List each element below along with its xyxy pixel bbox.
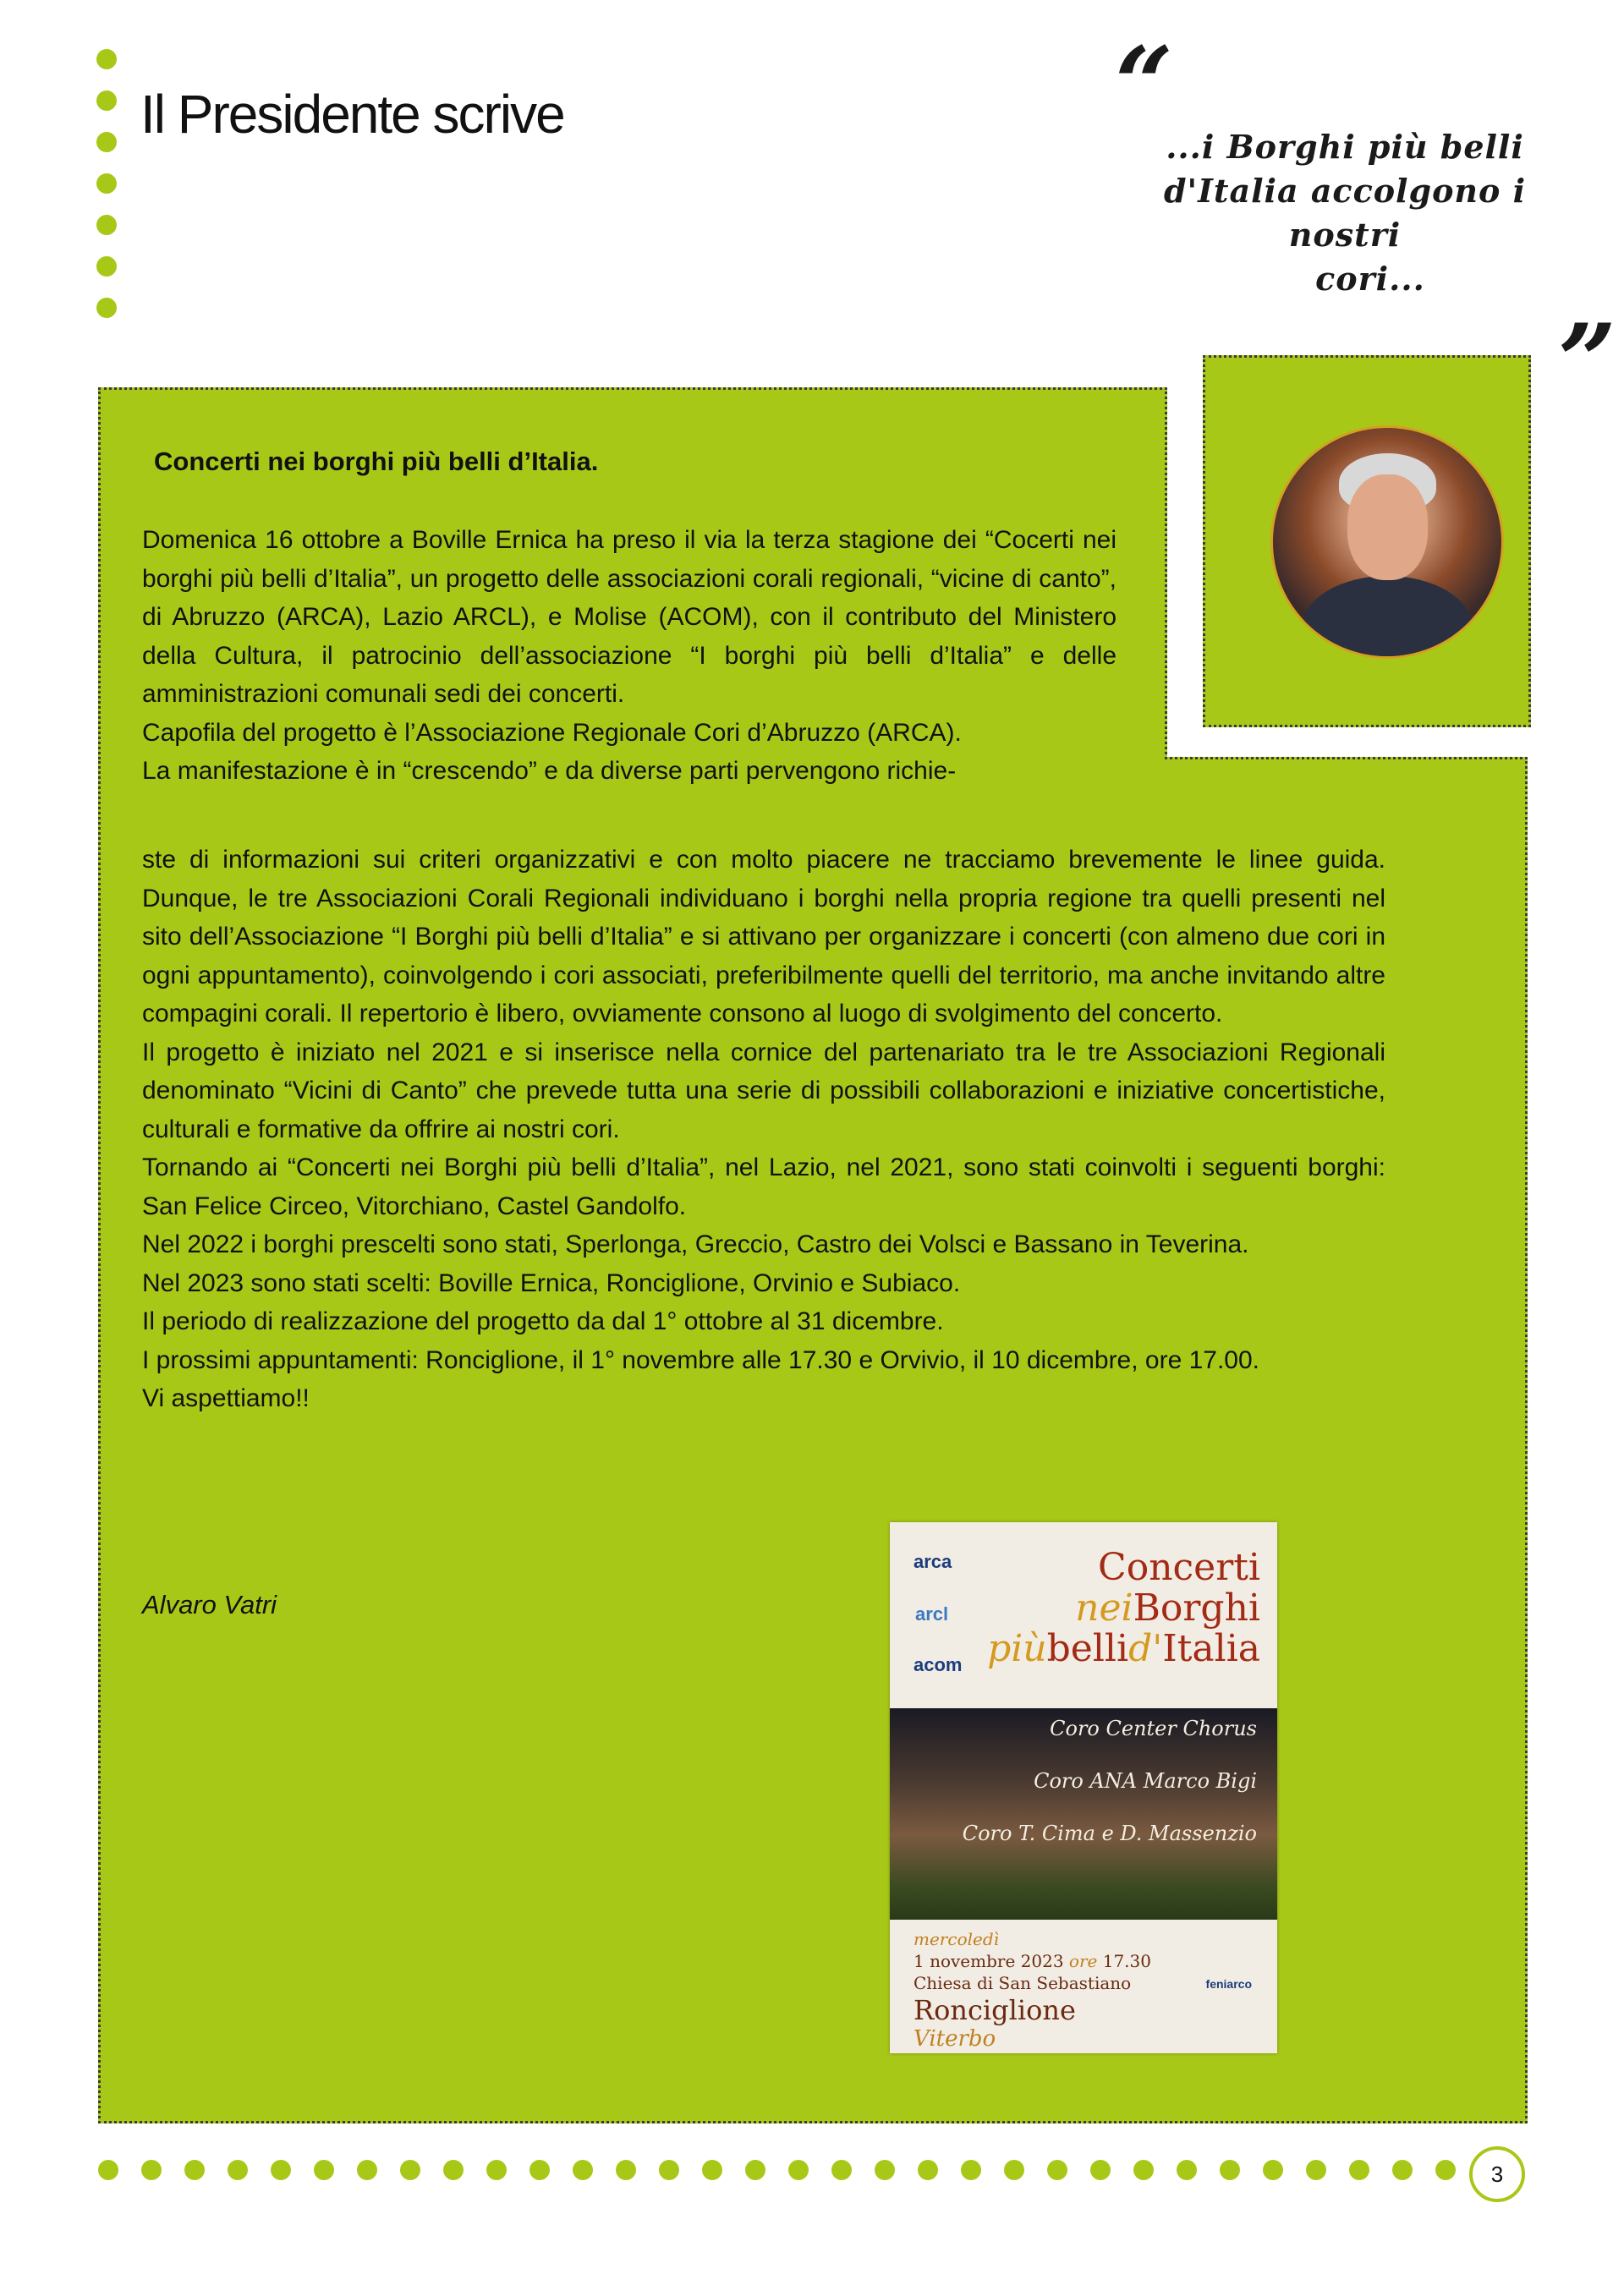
decor-dot: [745, 2160, 765, 2180]
author-photo-frame: [1203, 355, 1531, 727]
decor-dot: [573, 2160, 593, 2180]
article-paragraph: Nel 2023 sono stati scelti: Boville Ernica, Ronciglione, Orvinio e Subiaco.: [142, 1269, 961, 1297]
article-paragraph: Capofila del progetto è l’Associazione Regionale Cori d’Abruzzo (ARCA).: [142, 718, 962, 747]
decor-dot: [1306, 2160, 1326, 2180]
open-quote-mark: “: [1115, 25, 1174, 144]
poster-title-part: nei: [1075, 1586, 1133, 1630]
article-paragraph: ste di informazioni sui criteri organizzativi e con molto piacere ne tracciamo brevemente le linee guida. Dunque, le tre Associazioni Corali Regionali individuano i borghi nella propria regione tra quelli presenti nel sito dell’Associazione “I Borghi più belli d’Italia” e si attivano per organizzare i concerti (con almeno due cori in ogni appuntamento), coinvolgendo i cori associati, preferibilmente quelli del territorio, ma anche invitando altre compagini corali. Il repertorio è libero, ovviamente consono al luogo di svolgimento del concerto.: [142, 846, 1385, 1027]
poster-place: [914, 1996, 1076, 2053]
decor-dot: [96, 49, 117, 69]
decor-dot: [98, 2160, 118, 2180]
decor-dot: [1004, 2160, 1024, 2180]
poster-title-part: più: [987, 1627, 1047, 1670]
arcl-logo: arcl: [915, 1603, 949, 1625]
decor-dot: [141, 2160, 162, 2180]
article-paragraph: Vi aspettiamo!!: [142, 1384, 310, 1412]
poster-time-label: ore: [1068, 1951, 1098, 1971]
decor-dot: [96, 215, 117, 235]
article-paragraph: Domenica 16 ottobre a Boville Ernica ha preso il via la terza stagione dei “Cocerti nei borghi più belli d’Italia”, un progetto delle associazioni corali regionali, “vicine di canto”, di Abruzzo (ARCA), Lazio ARCL), e Molise (ACOM), con il contributo del Ministero della Cultura, il patrocinio dell’associazione “I borghi più belli d’Italia” e delle amministrazioni comunali sedi dei concerti.: [142, 526, 1116, 708]
decor-dot: [1349, 2160, 1369, 2180]
pull-quote-line: d'Italia accolgono i nostri: [1163, 172, 1527, 254]
poster-day: mercoledì: [914, 1929, 1000, 1949]
poster-title-part: belli: [1046, 1627, 1129, 1670]
decor-dot: [357, 2160, 377, 2180]
pull-quote: [1108, 125, 1582, 301]
decor-dot: [875, 2160, 895, 2180]
decor-dot: [788, 2160, 809, 2180]
decor-dot: [400, 2160, 420, 2180]
decor-dot: [1177, 2160, 1197, 2180]
article-panel-step: [1165, 757, 1528, 762]
decor-dot: [1090, 2160, 1111, 2180]
decor-dot: [961, 2160, 981, 2180]
decor-dot: [96, 132, 117, 152]
poster-town: Ronciglione: [914, 1994, 1076, 2026]
page-title: Il Presidente scrive: [140, 84, 564, 145]
decor-dot: [314, 2160, 334, 2180]
poster-title-line: Concerti: [1098, 1546, 1260, 1589]
article-body-top: [142, 521, 1116, 791]
decor-dot: [616, 2160, 636, 2180]
decor-dot: [96, 256, 117, 277]
article-body-bottom: [142, 841, 1385, 1418]
article-paragraph: Il progetto è iniziato nel 2021 e si inserisce nella cornice del partenariato tra le tre Associazioni Regionali denominato “Vicini di Canto” che prevede tutta una serie di possibili collaborazioni e iniziative concertistiche, culturali e formative da offrire ai nostri cori.: [142, 1038, 1385, 1143]
decor-dot: [702, 2160, 722, 2180]
article-paragraph: I prossimi appuntamenti: Ronciglione, il 1° novembre alle 17.30 e Orvivio, il 10 dicembre, ore 17.00.: [142, 1345, 1260, 1374]
poster-title: [987, 1548, 1260, 1669]
poster-title-part: d': [1128, 1627, 1163, 1670]
concert-poster: [890, 1522, 1277, 2053]
article-paragraph: Tornando ai “Concerti nei Borghi più belli d’Italia”, nel Lazio, nel 2021, sono stati coinvolti i seguenti borghi: San Felice Circeo, Vitorchiano, Castel Gandolfo.: [142, 1153, 1385, 1220]
poster-province: Viterbo: [914, 2026, 996, 2052]
poster-choir: Coro Center Chorus: [1050, 1717, 1257, 1740]
decor-dot: [1435, 2160, 1456, 2180]
poster-venue: Chiesa di San Sebastiano: [914, 1973, 1132, 1993]
pull-quote-line: cori...: [1315, 260, 1425, 298]
decor-dot: [96, 173, 117, 194]
pull-quote-line: ...i Borghi più belli: [1166, 128, 1524, 166]
decor-dot: [486, 2160, 507, 2180]
poster-date-text: 1 novembre 2023: [914, 1951, 1064, 1971]
decor-dot: [96, 298, 117, 318]
decor-dot: [271, 2160, 291, 2180]
decor-dot: [1220, 2160, 1240, 2180]
decor-dot: [529, 2160, 550, 2180]
article-paragraph: Il periodo di realizzazione del progetto da dal 1° ottobre al 31 dicembre.: [142, 1307, 944, 1335]
arca-logo: arca: [914, 1551, 952, 1572]
article-heading: Concerti nei borghi più belli d’Italia.: [154, 447, 599, 476]
poster-time: 17.30: [1102, 1951, 1151, 1971]
decor-dot: [1392, 2160, 1413, 2180]
author-signature: Alvaro Vatri: [142, 1590, 277, 1619]
author-portrait: [1270, 425, 1504, 659]
article-paragraph: Nel 2022 i borghi prescelti sono stati, Sperlonga, Greccio, Castro dei Volsci e Bassano in Teverina.: [142, 1230, 1249, 1258]
decor-dot: [96, 90, 117, 111]
page-number: 3: [1469, 2146, 1525, 2202]
decor-dot: [831, 2160, 852, 2180]
decor-dot: [659, 2160, 679, 2180]
feniarco-logo: feniarco: [1205, 1977, 1252, 1991]
decor-dot: [443, 2160, 464, 2180]
decor-dot: [918, 2160, 938, 2180]
poster-date: [914, 1928, 1151, 1994]
poster-choir: Coro T. Cima e D. Massenzio: [962, 1822, 1257, 1845]
poster-title-part: Borghi: [1133, 1586, 1260, 1630]
acom-logo: acom: [914, 1654, 963, 1675]
decor-dot: [1263, 2160, 1283, 2180]
decor-dot: [228, 2160, 248, 2180]
decor-dot: [1133, 2160, 1154, 2180]
decor-dot: [1047, 2160, 1067, 2180]
poster-title-part: Italia: [1162, 1627, 1260, 1670]
article-paragraph: La manifestazione è in “crescendo” e da diverse parti pervengono richie-: [142, 757, 957, 785]
decor-dot: [184, 2160, 205, 2180]
close-quote-mark: ”: [1558, 302, 1617, 421]
poster-choir: Coro ANA Marco Bigi: [1034, 1769, 1257, 1793]
